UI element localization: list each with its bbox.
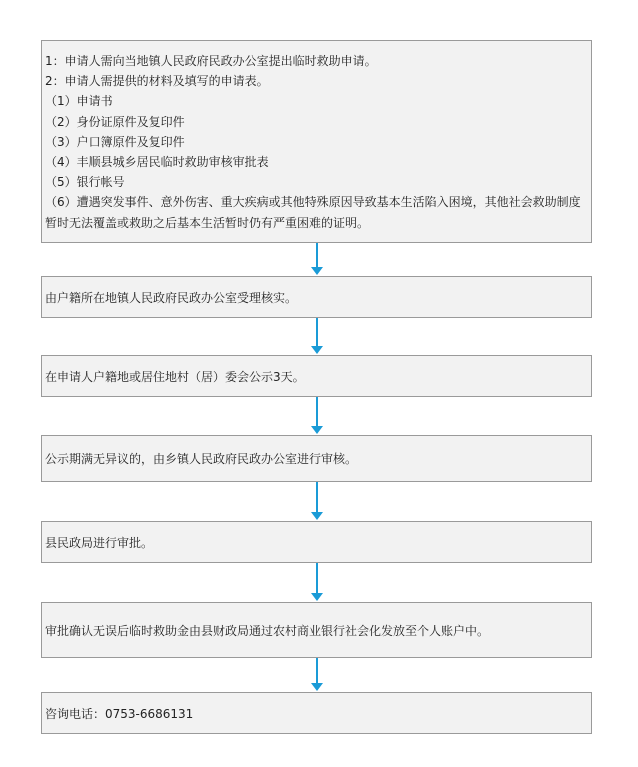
step-6-payment-box: [41, 602, 592, 658]
step-2-verification-box: [41, 276, 592, 318]
step-1-application-box: [41, 40, 592, 243]
step-1-material-3: （3）户口簿原件及复印件: [45, 134, 185, 149]
step-4-text: 公示期满无异议的，由乡镇人民政府民政办公室进行审核。: [45, 452, 358, 466]
step-4-review-box: [41, 435, 592, 482]
step-1-line-1: 1：申请人需向当地镇人民政府民政办公室提出临时救助申请。: [45, 54, 377, 68]
step-5-approval-box: [41, 521, 592, 563]
arrow-down-icon: [310, 243, 324, 275]
arrow-down-icon: [310, 563, 324, 601]
step-1-material-1: （1）申请书: [45, 94, 113, 109]
step-3-text: 在申请人户籍地或居住地村（居）委会公示3天。: [45, 369, 305, 384]
step-1-material-4: （4）丰顺县城乡居民临时救助审核审批表: [45, 155, 269, 170]
step-5-text: 县民政局进行审批。: [45, 535, 154, 550]
contact-phone-text: 咨询电话：0753-6686131: [45, 706, 194, 721]
step-1-material-6: （6）遭遇突发事件、意外伤害、重大疾病或其他特殊原因导致基本生活陷入困境，其他社会救助制度暂时无法覆盖或救助之后基本生活暂时仍有严重困难的证明。: [45, 195, 581, 230]
arrow-down-icon: [310, 397, 324, 434]
arrow-down-icon: [310, 658, 324, 691]
step-3-publicity-box: [41, 355, 592, 397]
step-7-contact-box: [41, 692, 592, 734]
arrow-down-icon: [310, 482, 324, 520]
step-1-material-5: （5）银行帐号: [45, 175, 125, 190]
step-6-text: 审批确认无误后临时救助金由县财政局通过农村商业银行社会化发放至个人账户中。: [45, 623, 490, 638]
step-2-text: 由户籍所在地镇人民政府民政办公室受理核实。: [45, 290, 298, 305]
arrow-down-icon: [310, 318, 324, 354]
step-1-material-2: （2）身份证原件及复印件: [45, 114, 185, 129]
step-1-line-2: 2：申请人需提供的材料及填写的申请表。: [45, 74, 269, 89]
